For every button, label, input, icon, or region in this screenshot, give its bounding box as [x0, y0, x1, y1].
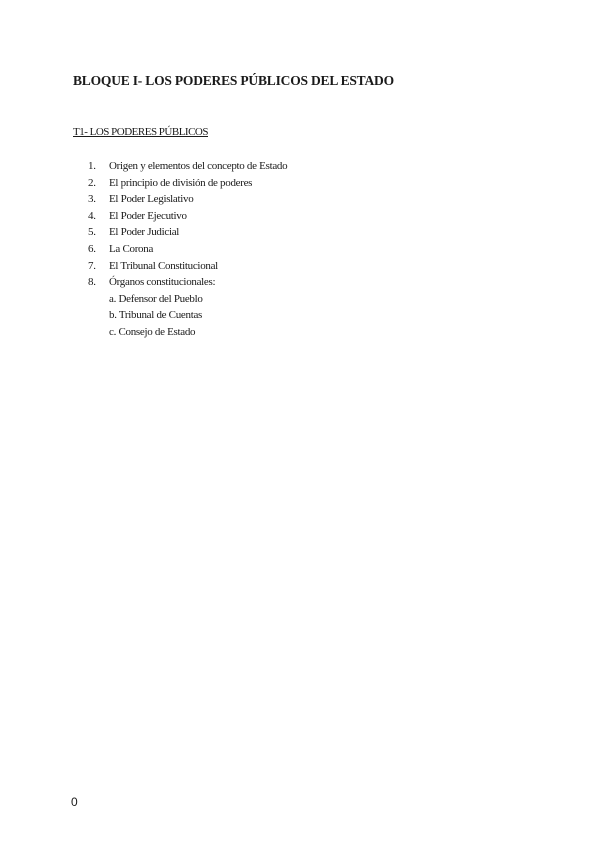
list-item [88, 274, 287, 291]
table-of-contents [88, 158, 287, 341]
list-item [88, 191, 287, 208]
item-number: 2. [88, 176, 96, 189]
section-heading: T1- LOS PODERES PÚBLICOS [73, 126, 208, 138]
list-item [88, 224, 287, 241]
sub-list-item: c. Consejo de Estado [109, 325, 196, 338]
item-number: 5. [88, 226, 96, 239]
item-number: 4. [88, 209, 96, 222]
item-number: 8. [88, 276, 96, 289]
item-text: La Corona [109, 242, 154, 255]
list-item [88, 258, 287, 275]
item-number: 7. [88, 259, 96, 272]
page-number: 0 [71, 795, 78, 809]
item-text: El principio de división de poderes [109, 176, 253, 189]
list-item [88, 208, 287, 225]
list-item [88, 241, 287, 258]
sub-list-item: b. Tribunal de Cuentas [109, 309, 203, 322]
item-text: El Poder Legislativo [109, 193, 194, 206]
item-text: El Poder Ejecutivo [109, 209, 187, 222]
item-number: 1. [88, 160, 96, 172]
page-title: BLOQUE I- LOS PODERES PÚBLICOS DEL ESTADO [73, 73, 394, 88]
list-item [88, 158, 287, 175]
list-item [88, 175, 287, 192]
item-text: El Tribunal Constitucional [109, 259, 218, 272]
item-text: Órganos constitucionales: [109, 276, 216, 289]
sub-list-item: a. Defensor del Pueblo [109, 292, 203, 305]
item-number: 3. [88, 193, 96, 206]
item-text: El Poder Judicial [109, 226, 180, 239]
item-text: Origen y elementos del concepto de Estado [109, 160, 288, 172]
item-number: 6. [88, 242, 96, 255]
